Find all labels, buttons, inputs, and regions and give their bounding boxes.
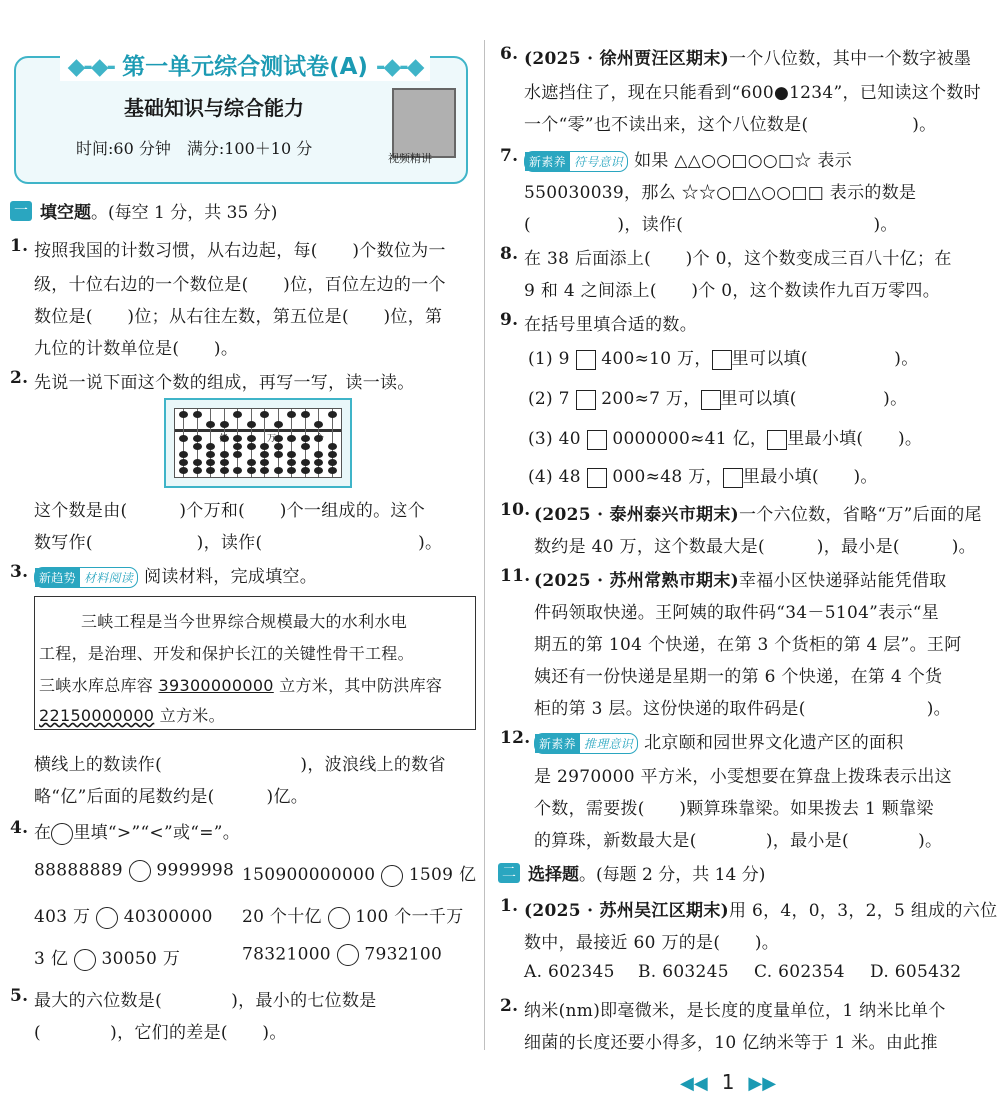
c1-line: (2025 · 苏州吴江区期末)用 6，4，0，3，2，5 组成的六位	[524, 901, 997, 921]
abacus-label: 个	[315, 434, 325, 444]
tag-badge: 新趋势 材料阅读	[34, 567, 138, 588]
abacus-bead	[328, 467, 337, 474]
wavy-underlined-number: 22150000000	[39, 706, 155, 725]
answer-box[interactable]	[576, 390, 596, 410]
abacus-bead	[274, 421, 283, 428]
q3-line: 略“亿”后面的尾数约是( )亿。	[34, 787, 309, 807]
abacus-bead	[247, 443, 256, 450]
q9-item: (4) 48 000≈48 万， 里最小填( )。	[528, 467, 878, 487]
question-number: 12.	[500, 728, 531, 748]
comparison-item: 403 万 40300000	[34, 907, 213, 927]
prev-page-icon[interactable]: ◀◀	[680, 1073, 708, 1094]
abacus-label: 亿	[219, 434, 229, 444]
abacus-bead	[287, 435, 296, 442]
q11-line: 柜的第 3 层。这份快递的取件码是( )。	[534, 699, 951, 719]
answer-circle[interactable]	[96, 907, 118, 929]
abacus-bead	[260, 459, 269, 466]
q4-line: 在 里填“>”“<”或“=”。	[34, 823, 241, 843]
abacus-bead	[274, 467, 283, 474]
q5-line: ( )，它们的差是( )。	[34, 1023, 287, 1043]
abacus-bead	[328, 443, 337, 450]
abacus-bead	[301, 459, 310, 466]
q12-line: 的算珠，新数最大是( )，最小是( )。	[534, 831, 943, 851]
answer-circle[interactable]	[337, 944, 359, 966]
question-number: 11.	[500, 566, 531, 586]
question-number: 8.	[500, 244, 519, 264]
abacus-bead	[301, 443, 310, 450]
q1-line: 按照我国的计数习惯，从右边起，每( )个数位为一	[34, 241, 446, 261]
page-subtitle: 基础知识与综合能力	[124, 96, 304, 120]
abacus-bead	[301, 411, 310, 418]
q7-line: ( )，读作( )。	[524, 215, 898, 235]
question-number: 2.	[10, 368, 29, 388]
q3-line: 横线上的数读作( )，波浪线上的数省	[34, 755, 446, 775]
abacus-bead	[274, 451, 283, 458]
abacus-bead	[206, 443, 215, 450]
comparison-item: 20 个十亿 100 个一千万	[242, 907, 464, 927]
abacus-bead	[301, 435, 310, 442]
abacus-bead	[220, 459, 229, 466]
abacus-bead	[206, 459, 215, 466]
question-number: 1.	[500, 896, 519, 916]
abacus-bead	[233, 467, 242, 474]
option-d[interactable]: D. 605432	[870, 962, 962, 982]
q12-line: 新素养 推理意识 北京颐和园世界文化遗产区的面积	[534, 728, 904, 754]
q3-line: 新趋势 材料阅读 阅读材料，完成填空。	[34, 562, 317, 588]
section-note: 。(每空 1 分，共 35 分)	[91, 203, 278, 223]
q7-line: 新素养 符号意识 如果 △△○○□○○□☆ 表示	[524, 146, 852, 172]
abacus-label: 万	[267, 434, 277, 444]
comparison-item: 88888889 9999998	[34, 860, 235, 881]
abacus-bead	[206, 451, 215, 458]
answer-box[interactable]	[701, 390, 721, 410]
q7-line: 550030039，那么 ☆☆○□△○○□□ 表示的数是	[524, 183, 917, 203]
q6-line: (2025 · 徐州贾汪区期末)一个八位数，其中一个数字被墨	[524, 49, 972, 69]
qr-code[interactable]	[392, 88, 456, 158]
abacus-bead	[233, 435, 242, 442]
abacus-bead	[193, 443, 202, 450]
material-line: 22150000000 立方米。	[39, 706, 225, 725]
q6-line: 一个“零”也不读出来，这个八位数是( )。	[524, 115, 937, 135]
column-divider	[484, 40, 485, 1050]
q11-line: 件码领取快递。王阿姨的取件码“34－5104”表示“星	[534, 603, 940, 623]
comparison-item: 150900000000 1509 亿	[242, 865, 477, 885]
answer-circle[interactable]	[381, 865, 403, 887]
reading-material-box	[34, 596, 476, 730]
section-badge: 一	[10, 201, 32, 221]
question-number: 7.	[500, 146, 519, 166]
abacus-bead	[328, 459, 337, 466]
abacus-bead	[260, 467, 269, 474]
material-line: 三峡工程是当今世界综合规模最大的水利水电	[81, 612, 408, 631]
q9-item: (1) 9 400≈10 万， 里可以填( )。	[528, 349, 919, 369]
question-number: 5.	[10, 986, 29, 1006]
abacus-bead	[220, 451, 229, 458]
underlined-number: 39300000000	[158, 676, 274, 695]
qr-label: 视频精讲	[388, 152, 432, 165]
abacus-bead	[247, 435, 256, 442]
abacus-bead	[328, 451, 337, 458]
question-number: 6.	[500, 44, 519, 64]
answer-box[interactable]	[576, 350, 596, 370]
q11-line: (2025 · 苏州常熟市期末)幸福小区快递驿站能凭借取	[534, 571, 947, 591]
question-number: 1.	[10, 236, 29, 256]
q11-line: 期五的第 104 个快递，在第 3 个货柜的第 4 层”。王阿	[534, 635, 962, 655]
abacus-bead	[193, 411, 202, 418]
abacus-bead	[260, 443, 269, 450]
answer-circle[interactable]	[51, 823, 73, 845]
question-number: 3.	[10, 562, 29, 582]
abacus-bead	[314, 459, 323, 466]
abacus-bead	[233, 443, 242, 450]
q8-line: 9 和 4 之间添上( )个 0，这个数读作九百万零四。	[524, 281, 941, 301]
section-title: 填空题	[40, 203, 91, 223]
abacus-bead	[193, 435, 202, 442]
abacus-bead	[233, 411, 242, 418]
abacus-bead	[179, 451, 188, 458]
answer-box[interactable]	[587, 430, 607, 450]
tag-badge: 新素养 推理意识	[534, 733, 638, 754]
answer-circle[interactable]	[129, 860, 151, 882]
abacus-bead	[260, 411, 269, 418]
q1-line: 级，十位右边的一个数位是( )位，百位左边的一个	[34, 275, 446, 295]
abacus-bead	[179, 435, 188, 442]
q8-line: 在 38 后面添上( )个 0，这个数变成三百八十亿；在	[524, 249, 952, 269]
option-a[interactable]: A. 602345	[524, 962, 615, 982]
answer-box[interactable]	[767, 430, 787, 450]
q9-line: 在括号里填合适的数。	[524, 315, 697, 335]
abacus-bead	[179, 459, 188, 466]
time-and-score: 时间:60 分钟 满分:100＋10 分	[76, 139, 313, 158]
section-badge: 二	[498, 863, 520, 883]
abacus-bead	[314, 421, 323, 428]
c2-line: 纳米(nm)即毫微米，是长度的度量单位，1 纳米比单个	[524, 1001, 946, 1021]
comparison-item: 78321000 7932100	[242, 944, 443, 965]
abacus-bead	[287, 451, 296, 458]
abacus-bead	[233, 451, 242, 458]
section-fill-in	[10, 198, 277, 223]
page-title: ◆-◆- 第一单元综合测试卷(A) -◆-◆	[60, 48, 430, 81]
q12-line: 是 2970000 平方米，小雯想要在算盘上拨珠表示出这	[534, 767, 952, 787]
abacus-bead	[274, 443, 283, 450]
answer-box[interactable]	[712, 350, 732, 370]
option-c[interactable]: C. 602354	[754, 962, 845, 982]
abacus-bead	[247, 459, 256, 466]
section-title: 选择题	[528, 865, 579, 885]
abacus-bead	[247, 467, 256, 474]
abacus-bead	[193, 467, 202, 474]
abacus-bead	[220, 421, 229, 428]
section-note: 。(每题 2 分，共 14 分)	[579, 865, 766, 885]
question-number: 9.	[500, 310, 519, 330]
page-number: 1	[721, 1070, 735, 1094]
q5-line: 最大的六位数是( )，最小的七位数是	[34, 991, 377, 1011]
c2-line: 细菌的长度还要小得多，10 亿纳米等于 1 米。由此推	[524, 1033, 938, 1053]
abacus-bead	[193, 459, 202, 466]
abacus-bead	[301, 467, 310, 474]
section-choice	[498, 860, 765, 885]
abacus-bead	[287, 467, 296, 474]
abacus-bead	[287, 411, 296, 418]
abacus-bead	[314, 451, 323, 458]
q1-line: 九位的计数单位是( )。	[34, 339, 239, 359]
answer-box[interactable]	[723, 468, 743, 488]
question-number: 10.	[500, 500, 531, 520]
abacus-bead	[179, 467, 188, 474]
q6-line: 水遮挡住了，现在只能看到“600●1234”，已知读这个数时	[524, 83, 981, 103]
q11-line: 姨还有一份快递是星期一的第 6 个快递，在第 4 个货	[534, 667, 943, 687]
q10-line: 数约是 40 万，这个数最大是( )，最小是( )。	[534, 537, 976, 557]
q9-item: (3) 40 0000000≈41 亿， 里最小填( )。	[528, 429, 923, 449]
q2-line: 先说一说下面这个数的组成，再写一写，读一读。	[34, 373, 415, 393]
abacus-bead	[328, 411, 337, 418]
abacus-bead	[206, 467, 215, 474]
q9-item: (2) 7 200≈7 万， 里可以填( )。	[528, 389, 908, 409]
abacus-bead	[287, 459, 296, 466]
comparison-item: 3 亿 30050 万	[34, 949, 181, 969]
abacus-figure	[164, 398, 352, 488]
answer-box[interactable]	[587, 468, 607, 488]
option-b[interactable]: B. 603245	[638, 962, 729, 982]
abacus-bead	[220, 467, 229, 474]
material-line: 三峡水库总库容 39300000000 立方米，其中防洪库容	[39, 676, 443, 695]
abacus-bead	[206, 421, 215, 428]
q10-line: (2025 · 泰州泰兴市期末)一个六位数，省略“万”后面的尾	[534, 505, 982, 525]
abacus-bead	[260, 451, 269, 458]
q12-line: 个数，需要拨( )颗算珠靠梁。如果拨去 1 颗靠梁	[534, 799, 934, 819]
question-number: 2.	[500, 996, 519, 1016]
c1-line: 数中，最接近 60 万的是( )。	[524, 933, 780, 953]
abacus-bead	[179, 411, 188, 418]
abacus-bead	[314, 467, 323, 474]
material-line: 工程，是治理、开发和保护长江的关键性骨干工程。	[39, 644, 414, 663]
answer-circle[interactable]	[328, 907, 350, 929]
abacus-bead	[247, 421, 256, 428]
q2-line: 这个数是由( )个万和( )个一组成的。这个	[34, 501, 426, 521]
page-footer	[680, 1070, 776, 1094]
question-number: 4.	[10, 818, 29, 838]
q1-line: 数位是( )位；从右往左数，第五位是( )位，第	[34, 307, 443, 327]
answer-circle[interactable]	[74, 949, 96, 971]
tag-badge: 新素养 符号意识	[524, 151, 628, 172]
next-page-icon[interactable]: ▶▶	[748, 1073, 777, 1094]
q2-line: 数写作( )，读作( )。	[34, 533, 443, 553]
